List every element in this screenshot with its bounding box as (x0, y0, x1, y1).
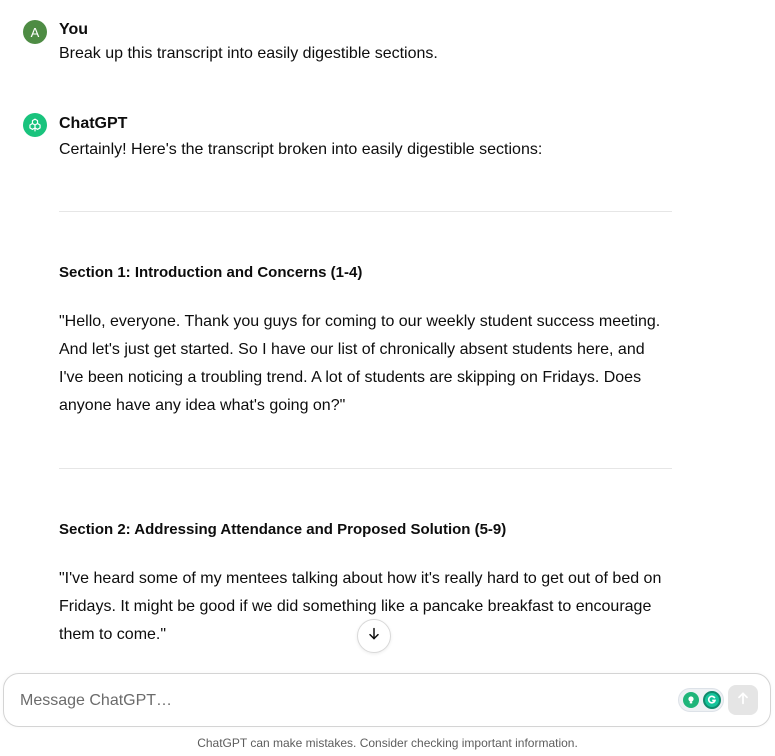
user-author-name: You (59, 21, 89, 38)
section-title: Section 1: Introduction and Concerns (1-4) (59, 264, 363, 281)
message-composer (3, 673, 771, 727)
section-divider (59, 468, 672, 469)
section-title: Section 2: Addressing Attendance and Proposed Solution (5-9) (59, 521, 507, 538)
arrow-down-icon (366, 626, 382, 647)
section-divider (59, 211, 672, 212)
openai-logo-icon (23, 113, 47, 137)
lightbulb-icon (683, 692, 699, 708)
scroll-to-bottom-button[interactable] (357, 619, 391, 653)
assistant-author-name: ChatGPT (59, 115, 128, 132)
section-quote: "Hello, everyone. Thank you guys for coming to our weekly student success meeting. And let's just get started. So I have our list of chronically absent students here, and I've been noticing a troubling trend. A lot of students are skipping on Fridays. Does anyone have any idea what's going on?" (59, 313, 661, 414)
user-avatar-letter: A (30, 24, 40, 40)
assistant-intro-text: Certainly! Here's the transcript broken into easily digestible sections: (59, 141, 543, 158)
grammarly-icon (703, 691, 721, 709)
arrow-up-icon (735, 690, 751, 711)
user-avatar (23, 20, 47, 44)
send-button[interactable] (728, 685, 758, 715)
message-input[interactable] (20, 689, 620, 713)
section-quote: "I've heard some of my mentees talking about how it's really hard to get out of bed on Fridays. It might be good if we did something like a pancake breakfast to encourage them to come." (59, 570, 662, 643)
user-message-text: Break up this transcript into easily digestible sections. (59, 45, 438, 62)
disclaimer-text: ChatGPT can make mistakes. Consider checking important information. (197, 736, 578, 750)
grammarly-extension[interactable] (678, 688, 724, 712)
